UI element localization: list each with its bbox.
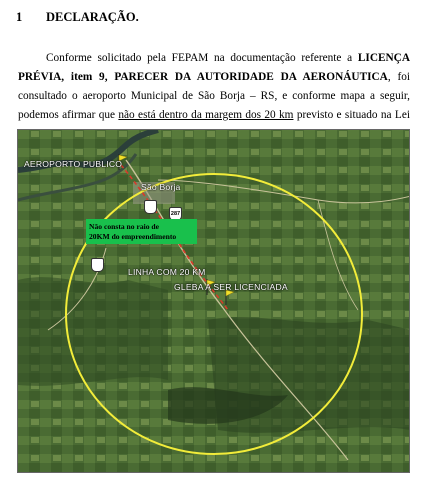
- road-shield-icon: [144, 200, 157, 214]
- satellite-map: [17, 129, 410, 473]
- line-20km-label: LINHA COM 20 KM: [128, 267, 206, 277]
- paragraph-text-2: , foi consultado o aeroporto Municipal de São Borja – RS, e conforme mapa a seguir, podemos afirmar que: [18, 71, 410, 121]
- paragraph-bold-1: LICENÇA PRÉVIA, item 9, PARECER DA AUTORIDADE DA AERONÁUTICA: [18, 52, 410, 83]
- paragraph-text-3: previsto e situado na Lei: [296, 109, 410, 121]
- road-shield-icon-2: [91, 258, 104, 272]
- paragraph-underline-1: não está dentro da margem dos 20 km: [118, 109, 294, 121]
- city-label: São Borja: [141, 182, 181, 192]
- section-title: DECLARAÇÃO.: [46, 10, 139, 24]
- section-number: 1: [16, 10, 23, 24]
- airport-label: AEROPORTO PUBLICO: [24, 159, 123, 169]
- section-heading: [16, 10, 139, 25]
- paragraph-text-1: Conforme solicitado pela FEPAM na documentação referente a: [46, 52, 358, 64]
- note-box: [86, 219, 197, 244]
- map-image: [18, 130, 410, 473]
- br287-shield-icon: 287: [169, 207, 182, 221]
- area-label: GLEBA A SER LICENCIADA: [174, 282, 288, 292]
- note-line-1: Não consta no raio de: [89, 221, 160, 231]
- note-line-2: 20KM do empreendimento: [89, 231, 177, 241]
